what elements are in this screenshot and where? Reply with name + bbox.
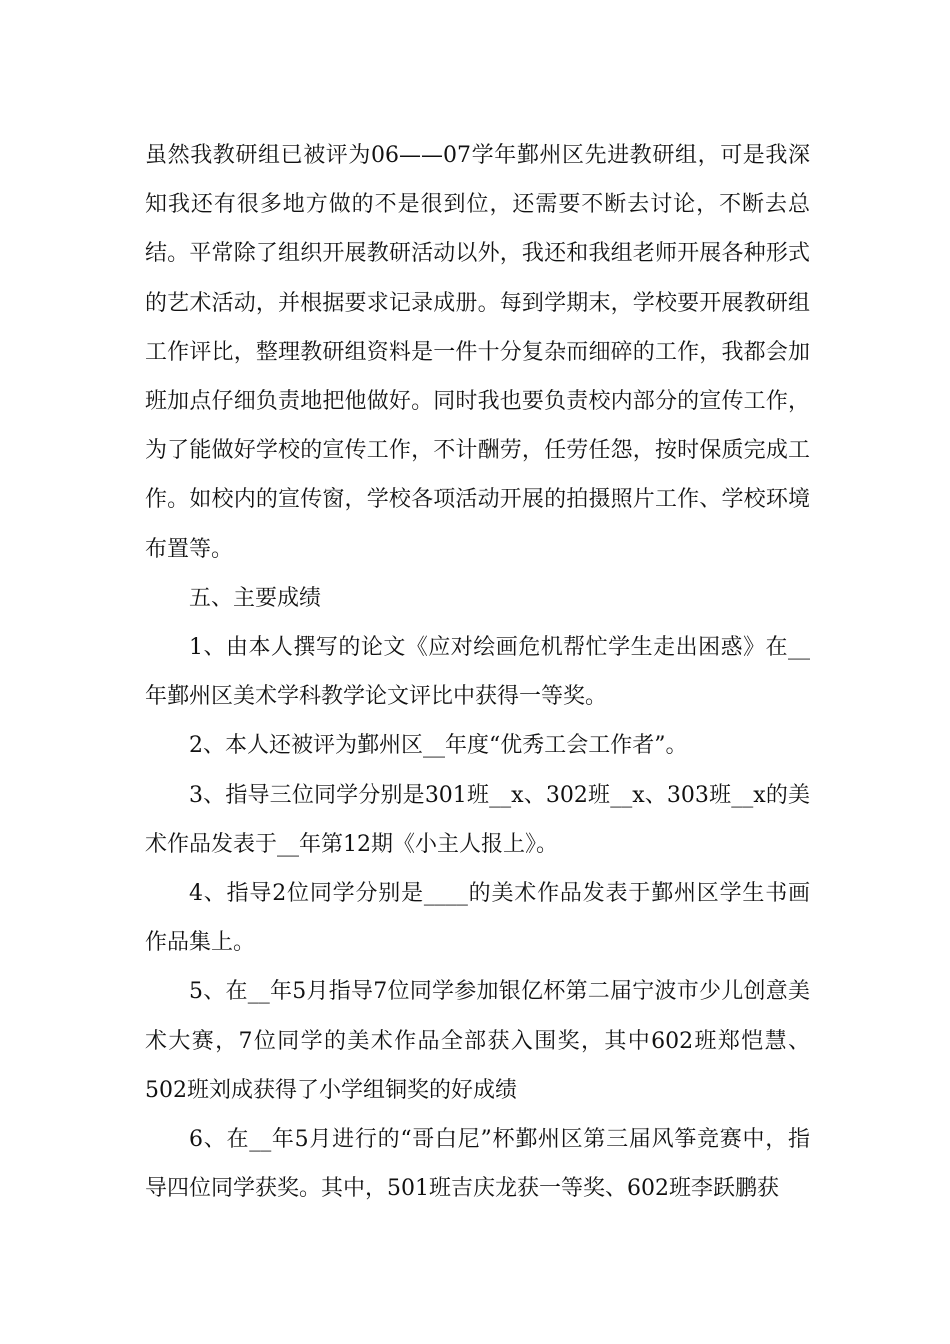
document-body — [145, 131, 810, 1213]
achievement-item-3: 3、指导三位同学分别是301班__x、302班__x、303班__x的美术作品发表于__年第12期《小主人报上》。 — [145, 782, 810, 857]
achievement-item-2: 2、本人还被评为鄞州区__年度“优秀工会工作者”。 — [189, 733, 688, 759]
achievement-item-1: 1、由本人撰写的论文《应对绘画危机帮忙学生走出困惑》在__年鄞州区美术学科教学论文评比中获得一等奖。 — [145, 635, 810, 710]
paragraph-intro: 虽然我教研组已被评为06——07学年鄞州区先进教研组，可是我深知我还有很多地方做的不是很到位，还需要不断去讨论，不断去总结。平常除了组织开展教研活动以外，我还和我组老师开展各种形式的艺术活动，并根据要求记录成册。每到学期末，学校要开展教研组工作评比，整理教研组资料是一件十分复杂而细碎的工作，我都会加班加点仔细负责地把他做好。同时我也要负责校内部分的宣传工作，为了能做好学校的宣传工作，不计酬劳，任劳任怨，按时保质完成工作。如校内的宣传窗，学校各项活动开展的拍摄照片工作、学校环境布置等。 — [145, 143, 810, 562]
achievement-item-4: 4、指导2位同学分别是____的美术作品发表于鄞州区学生书画作品集上。 — [145, 881, 810, 956]
achievement-item-5: 5、在__年5月指导7位同学参加银亿杯第二届宁波市少儿创意美术大赛，7位同学的美术作品全部获入围奖，其中602班郑恺慧、502班刘成获得了小学组铜奖的好成绩 — [145, 979, 810, 1103]
achievement-item-6: 6、在__年5月进行的“哥白尼”杯鄞州区第三届风筝竞赛中，指导四位同学获奖。其中，501班吉庆龙获一等奖、602班李跃鹏获 — [145, 1127, 810, 1202]
section-heading: 五、主要成绩 — [189, 585, 322, 611]
